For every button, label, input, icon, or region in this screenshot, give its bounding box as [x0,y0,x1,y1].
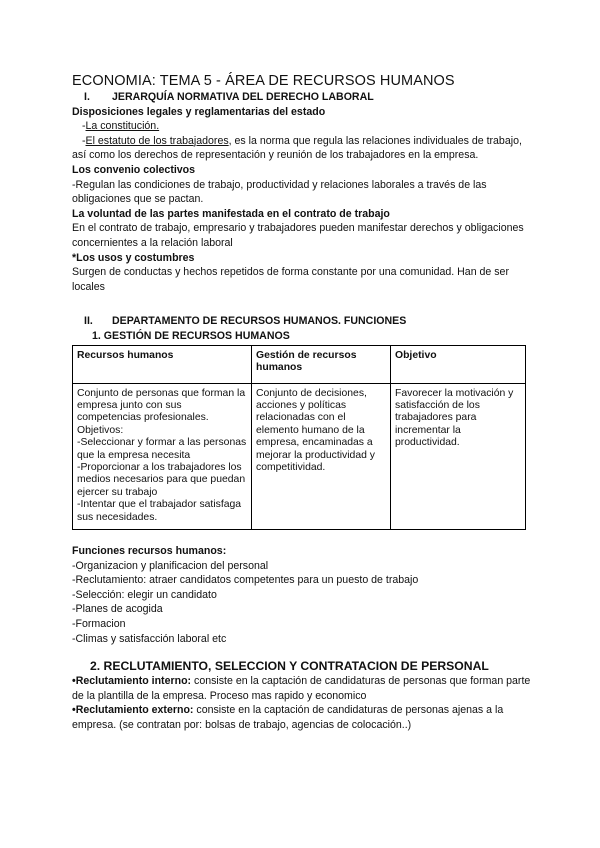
table-header-cell: Gestión de recursos humanos [252,345,391,383]
interno-text: consiste en la captación de candidaturas de personas que forman parte de la plantilla de la empresa. Proceso mas rapido y economico [72,675,531,702]
funciones-heading: Funciones recursos humanos: [72,544,227,557]
subsection-heading-2: 2. RECLUTAMIENTO, SELECCION Y CONTRATACION DE PERSONAL [90,659,489,674]
voluntad-text: En el contrato de trabajo, empresario y trabajadores pueden manifestar derechos y obligaciones concernientes a la relación laboral [72,222,524,249]
cell-line: Objetivos: [77,424,124,436]
disposiciones-heading: Disposiciones legales y reglamentarias del estado [72,105,326,118]
table-header-cell: Recursos humanos [73,345,252,383]
section-number: II. [84,315,93,328]
section-heading-1 [72,90,532,105]
convenio-heading: Los convenio colectivos [72,163,196,176]
list-item: -Formacion [72,617,126,630]
externo-text: consiste en la captación de candidaturas de personas ajenas a la empresa. (se contratan por: bolsas de trabajo, agencias de colocación..) [72,704,504,731]
cell-line: -Proporcionar a los trabajadores los medios necesarios para que puedan ejercer su trabajo [77,461,246,498]
estatuto-text: , es la norma que regula las relaciones individuales de trabajo, así como los derechos de representación y reunión de los trabajadores en la empresa. [72,134,522,162]
document-page [72,72,532,733]
hr-table [72,345,526,530]
cell-line: Conjunto de personas que forman la empresa junto con sus competencias profesionales. [77,387,246,424]
estatuto-link-text: El estatuto de los trabajadores [85,134,229,147]
section-title: JERARQUÍA NORMATIVA DEL DERECHO LABORAL [112,91,374,103]
list-item: -Organizacion y planificacion del personal [72,559,269,572]
table-header-row [73,345,526,383]
interno-label: •Reclutamiento interno: [72,675,192,688]
subsection-heading-1: 1. GESTIÓN DE RECURSOS HUMANOS [92,329,290,342]
section-title: DEPARTAMENTO DE RECURSOS HUMANOS. FUNCIONES [112,315,407,328]
list-item: -Planes de acogida [72,603,163,616]
list-dash: - [82,134,86,147]
table-header-cell: Objetivo [391,345,526,383]
usos-heading: *Los usos y costumbres [72,251,195,264]
usos-text: Surgen de conductas y hechos repetidos de forma constante por una comunidad. Han de ser locales [72,266,509,293]
section-number: I. [84,91,90,103]
cell-line: -Seleccionar y formar a las personas que la empresa necesita [77,437,247,461]
estatuto-paragraph [72,134,532,163]
constitucion-text: La constitución. [85,120,160,133]
externo-label: •Reclutamiento externo: [72,704,194,717]
convenio-text: -Regulan las condiciones de trabajo, productividad y relaciones laborales a través de las obligaciones que se pactan. [72,178,487,206]
table-cell-recursos [73,383,252,529]
cell-line: -Intentar que el trabajador satisfaga sus necesidades. [77,499,242,523]
document-title: ECONOMIA: TEMA 5 - ÁREA DE RECURSOS HUMANOS [72,73,455,89]
list-item: -Reclutamiento: atraer candidatos competentes para un puesto de trabajo [72,574,419,587]
voluntad-heading: La voluntad de las partes manifestada en el contrato de trabajo [72,207,390,220]
table-cell-gestion: Conjunto de decisiones, acciones y políticas relacionadas con el elemento humano de la empresa, encaminadas a mejorar la productividad y competitividad. [252,383,391,529]
section-heading-2 [72,314,532,329]
list-item: -Selección: elegir un candidato [72,588,217,601]
table-cell-objetivo: Favorecer la motivación y satisfacción de los trabajadores para incrementar la productividad. [391,383,526,529]
list-item: -Climas y satisfacción laboral etc [72,632,227,645]
constitucion-line [72,119,532,134]
reclutamiento-externo [72,703,532,732]
list-dash: - [82,120,86,133]
reclutamiento-interno [72,674,532,703]
table-row [73,383,526,529]
